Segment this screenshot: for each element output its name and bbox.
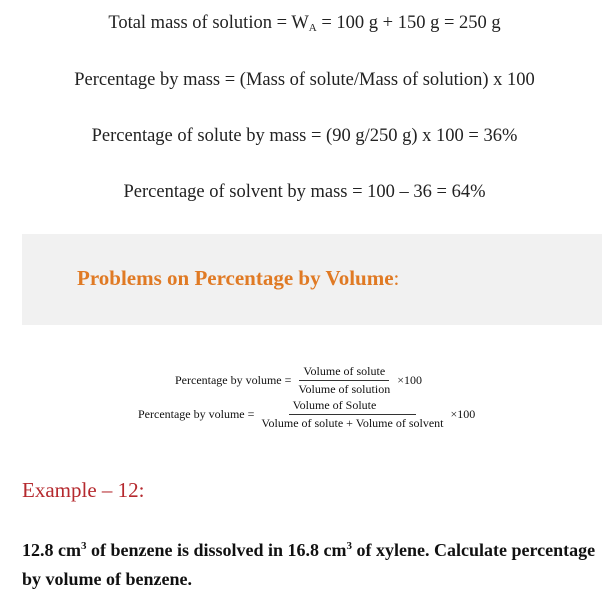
formula-denominator: Volume of solution bbox=[298, 382, 391, 396]
formula-fraction bbox=[257, 398, 447, 431]
formula-denominator: Volume of solute + Volume of solvent bbox=[261, 416, 444, 430]
formula-rhs: ×100 bbox=[397, 373, 422, 387]
formula-fraction bbox=[294, 364, 394, 397]
problem-part-1: 12.8 cm bbox=[22, 540, 81, 560]
example-heading: Example – 12: bbox=[22, 478, 145, 502]
equation-total-mass-subscript: A bbox=[308, 22, 317, 34]
formula-numerator: Volume of Solute bbox=[289, 398, 417, 415]
equation-percentage-by-mass: Percentage by mass = (Mass of solute/Mass of solution) x 100 bbox=[74, 70, 535, 90]
section-banner bbox=[22, 234, 602, 325]
section-title-colon: : bbox=[393, 266, 400, 290]
formula-numerator: Volume of solute bbox=[299, 364, 389, 381]
equation-solute-by-mass: Percentage of solute by mass = (90 g/250 g) x 100 = 36% bbox=[91, 126, 518, 146]
problem-superscript-1: 3 bbox=[80, 540, 87, 552]
equation-solvent-by-mass: Percentage of solvent by mass = 100 – 36 = 64% bbox=[123, 182, 486, 202]
equation-total-mass-post: = 100 g + 150 g = 250 g bbox=[316, 13, 501, 33]
problem-part-2: of benzene is dissolved in 16.8 cm bbox=[86, 540, 347, 560]
problem-part-3: of xylene. Calculate percentage by volume of benzene. bbox=[22, 540, 596, 589]
problem-statement bbox=[22, 536, 602, 594]
formula-lhs: Percentage by volume = bbox=[175, 373, 292, 387]
formula-volume-percent-expanded bbox=[138, 398, 475, 431]
formula-rhs: ×100 bbox=[450, 407, 476, 421]
equation-total-mass bbox=[0, 13, 609, 34]
section-title-text: Problems on Percentage by Volume bbox=[77, 266, 394, 290]
section-title bbox=[77, 266, 399, 291]
formula-lhs: Percentage by volume = bbox=[138, 407, 255, 421]
problem-superscript-2: 3 bbox=[346, 540, 352, 552]
formula-volume-percent bbox=[175, 364, 422, 397]
equation-total-mass-pre: Total mass of solution = W bbox=[108, 13, 309, 33]
